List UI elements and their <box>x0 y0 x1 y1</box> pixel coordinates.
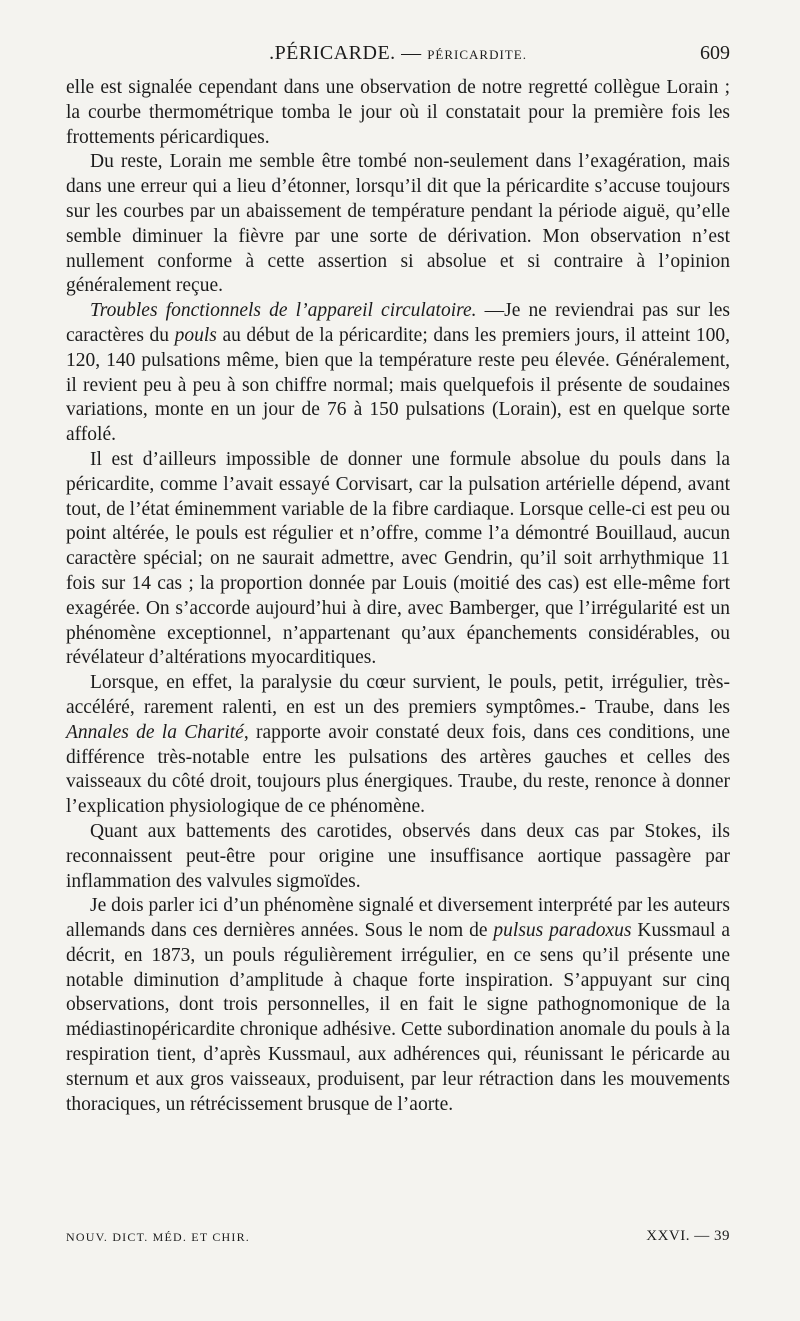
paragraph <box>66 448 730 671</box>
footer-signature: XXVI. — 39 <box>646 1228 730 1244</box>
italic-text: Annales de la Charité <box>66 721 244 743</box>
page-footer <box>66 1228 730 1250</box>
paragraph <box>66 76 730 150</box>
text-run: Je dois parler ici d’un phénomène signalé et diversement interprété par les auteurs allemands dans ces dernières années. Sous le nom de <box>66 895 731 942</box>
running-header <box>66 42 730 68</box>
text-run: Du reste, Lorain me semble être tombé non-seulement dans l’exagération, mais dans une erreur qui a lieu d’étonner, lorsqu’il dit que la péricardite s’accuse toujours sur les courbes par un abaissement de température pendant la période aiguë, qu’elle semble diminuer la fièvre par une sorte de dérivation. Mon observation n’est nullement conforme à cette assertion si absolue et si contraire à l’opinion généralement reçue. <box>66 151 730 297</box>
text-run: elle est signalée cependant dans une observation de notre regretté collègue Lorain ; la courbe thermométrique tomba le jour où il constatait pour la première fois les frottements péricardiques. <box>66 77 730 148</box>
page-number: 609 <box>700 42 730 64</box>
text-run: , rapporte avoir constaté deux fois, dans ces conditions, une différence très-notable entre les pulsations des artères gauches et celles des vaisseaux du côté droit, toujours plus énergiques. Traube, du reste, renonce à donner l’explication physiologique de ce phénomène. <box>66 721 731 818</box>
italic-text: pulsus paradoxus <box>493 920 632 942</box>
text-run: —Je ne reviendrai pas sur les caractères du <box>66 300 730 346</box>
paragraph <box>66 671 730 820</box>
text-run: Quant aux battements des carotides, observés dans deux cas par Stokes, ils reconnaissent peut-être pour origine une insuffisance aortique passagère par inflammation des valvules sigmoïdes. <box>66 820 730 892</box>
text-run: Il est d’ailleurs impossible de donner une formule absolue du pouls dans la péricardite, comme l’avait essayé Corvisart, car la pulsation artérielle dépend, avant tout, de l’état éminemment variable de la fibre cardiaque. Lorsque celle-ci est peu ou point altérée, le pouls est régulier et n’offre, comme l’a démontré Bouillaud, aucun caractère spécial; on ne saurait admettre, avec Gendrin, qu’il soit arrhythmique 11 fois sur 14 cas ; la proportion donnée par Louis (moitié des cas) est elle-même fort exagérée. On s’accorde aujourd’hui à dire, avec Bamberger, que l’irrégularité est un phénomène exceptionnel, n’appartenant qu’aux épanchements considérables, ou révélateur d’altérations myocarditiques. <box>66 448 730 669</box>
paragraph <box>66 894 730 1117</box>
text-run: Kussmaul a décrit, en 1873, un pouls régulièrement irrégulier, en ce sens qu’il présente une notable diminution d’amplitude à chaque forte inspiration. S’appuyant sur cinq observations, dont trois personnelles, il en fait le signe pathognomonique de la médiastinopéricardite chronique adhésive. Cette subordination anomale du pouls à la respiration tient, d’après Kussmaul, aux adhérences qui, réunissant le péricarde au sternum et aux gros vaisseaux, produisent, par leur rétraction dans les mouvements thoraciques, un rétrécissement brusque de l’aorte. <box>66 920 730 1115</box>
text-run: Lorsque, en effet, la paralysie du cœur survient, le pouls, petit, irrégulier, très-accéléré, rarement ralenti, en est un des premiers symptômes.- Traube, dans les <box>66 672 730 718</box>
paragraph <box>66 820 730 894</box>
paragraph <box>66 150 730 299</box>
text-run: au début de la péricardite; dans les premiers jours, il atteint 100, 120, 140 pulsations même, bien que la température reste peu élevée. Généralement, il revient peu à peu à son chiffre normal; mais quelquefois il présente de soudaines variations, monte en un jour de 76 à 150 pulsations (Lorain), est en quelque sorte affolé. <box>66 324 730 446</box>
running-title-main: .PÉRICARDE. — <box>269 42 428 64</box>
italic-text: Troubles fonctionnels de l’appareil circulatoire. <box>90 300 477 322</box>
body-text <box>66 76 730 1117</box>
running-title-sub: PÉRICARDITE. <box>427 47 527 62</box>
footer-publication: NOUV. DICT. MÉD. ET CHIR. <box>66 1230 251 1244</box>
running-title <box>66 42 730 65</box>
italic-text: pouls <box>174 324 217 346</box>
paragraph <box>66 299 730 448</box>
